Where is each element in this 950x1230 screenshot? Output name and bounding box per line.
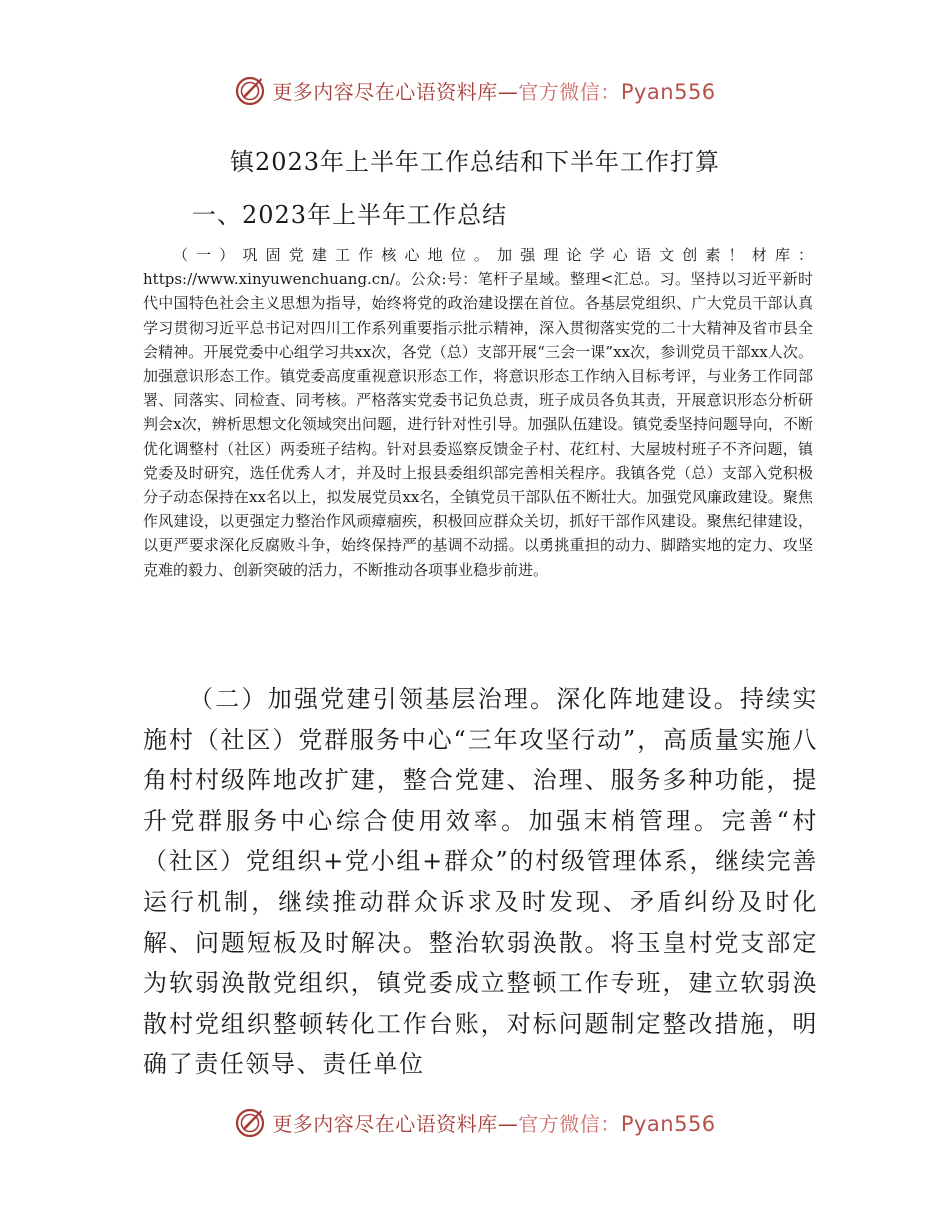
paragraph-1: （一）巩固党建工作核心地位。加强理论学心语文创素！材库：https://www.xinyuwenchuang.cn/。公众:号：笔杆子星域。整理<汇总。习。坚持以习近平新时代中国特色社会主义思想为指导，始终将党的政治建设摆在首位。各基层党组织、广大党员干部认真学习贯彻习近平总书记对四川工作系列重要指示批示精神，深入贯彻落实党的二十大精神及省市县全会精神。开展党委中心组学习共xx次，各党（总）支部开展“三会一课”xx次，参训党员干部xx人次。加强意识形态工作。镇党委高度重视意识形态工作，将意识形态工作纳入目标考评，与业务工作同部署、同落实、同检查、同考核。严格落实党委书记负总责，班子成员各负其责，开展意识形态分析研判会x次，辨析思想文化领域突出问题，进行针对性引导。加强队伍建设。镇党委坚持问题导向，不断优化调整村（社区）两委班子结构。针对县委巡察反馈金子村、花红村、大屋坡村班子不齐问题，镇党委及时研究，选任优秀人才，并及时上报县委组织部完善相关程序。我镇各党（总）支部入党积极分子动态保持在xx名以上，拟发展党员xx名，全镇党员干部队伍不断壮大。加强党风廉政建设。聚焦作风建设，以更强定力整治作风顽瘴痼疾，积极回应群众关切，抓好干部作风建设。聚焦纪律建设，以更严要求深化反腐败斗争，始终保持严的基调不动摇。以勇挑重担的动力、脚踏实地的定力、攻坚克难的毅力、创新突破的活力，不断推动各项事业稳步前进。: [143, 246, 813, 579]
banner-text: 更多内容尽在心语资料库—官方微信：Pyan556: [272, 79, 716, 104]
seal-logo-icon: [234, 1105, 268, 1139]
banner-text: 更多内容尽在心语资料库—官方微信：Pyan556: [272, 1111, 716, 1136]
header-banner: [0, 70, 950, 110]
paragraph-2: （二）加强党建引领基层治理。深化阵地建设。持续实施村（社区）党群服务中心“三年攻坚行动”，高质量实施八角村村级阵地改扩建，整合党建、治理、服务多种功能，提升党群服务中心综合使用效率。加强末梢管理。完善“村（社区）党组织+党小组+群众”的村级管理体系，继续完善运行机制，继续推动群众诉求及时发现、矛盾纠纷及时化解、问题短板及时解决。整治软弱涣散。将玉皇村党支部定为软弱涣散党组织，镇党委成立整顿工作专班，建立软弱涣散村党组织整顿转化工作台账，对标问题制定整改措施，明确了责任领导、责任单位: [143, 685, 818, 1079]
footer-banner: [0, 1102, 950, 1142]
section-heading: 一、2023年上半年工作总结: [192, 201, 508, 229]
seal-logo-icon: [234, 73, 268, 107]
document-title: 镇2023年上半年工作总结和下半年工作打算: [229, 148, 721, 176]
